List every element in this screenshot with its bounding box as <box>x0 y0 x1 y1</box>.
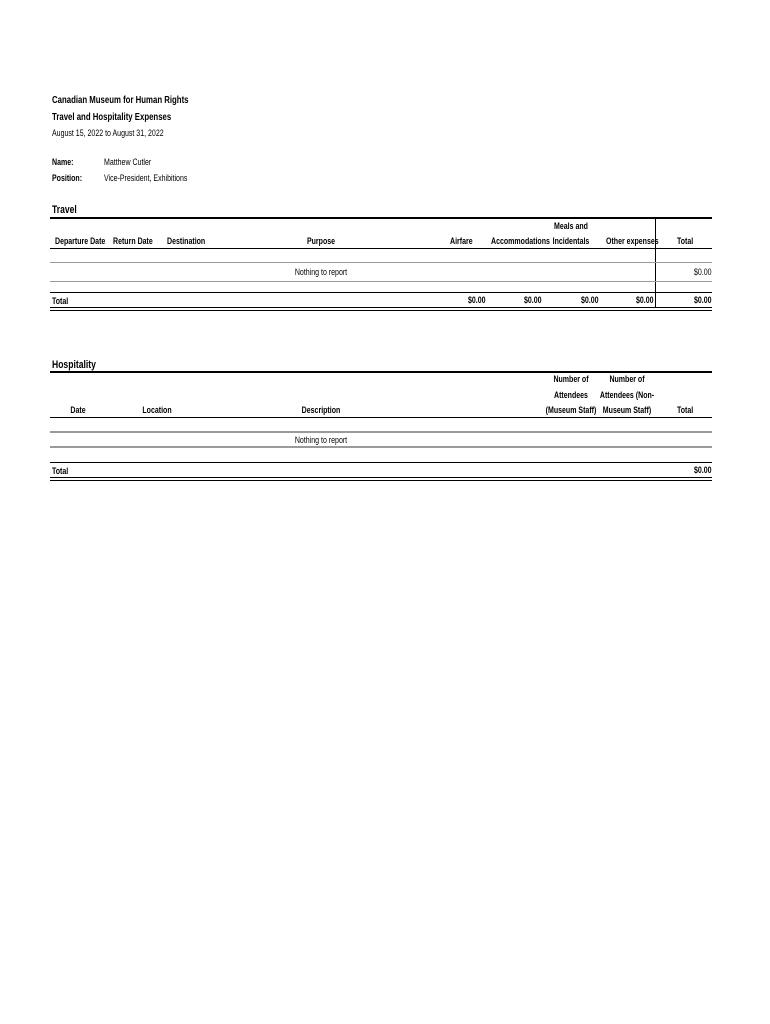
position-value: Vice-President, Exhibitions <box>104 173 188 183</box>
hosp-col-museum-line1: Number of <box>553 374 589 384</box>
travel-col-meals-line2: Incidentals <box>552 236 590 246</box>
travel-row-bottom-rule <box>50 281 712 282</box>
travel-col-total: Total <box>677 236 694 246</box>
organization-name: Canadian Museum for Human Rights <box>52 95 189 106</box>
name-label: Name: <box>52 157 74 167</box>
travel-totals-double-rule <box>50 307 712 311</box>
travel-totals-top-rule <box>50 292 712 293</box>
hospitality-totals-label: Total <box>52 466 69 476</box>
travel-row-purpose: Nothing to report <box>294 267 348 277</box>
travel-col-meals-line1: Meals and <box>554 221 588 231</box>
travel-col-departure-date: Departure Date <box>55 236 106 246</box>
travel-row-rule <box>50 262 712 263</box>
hosp-col-description: Description <box>301 405 341 415</box>
hosp-col-non-museum-line1: Number of <box>609 374 645 384</box>
hosp-col-total: Total <box>677 405 694 415</box>
position-label: Position: <box>52 173 83 183</box>
travel-header-bottom-rule <box>50 248 712 249</box>
travel-total-other: $0.00 <box>636 295 654 305</box>
travel-totals-label: Total <box>52 296 69 306</box>
hospitality-total-grand: $0.00 <box>694 465 712 475</box>
hospitality-header-bottom-rule <box>50 417 712 418</box>
travel-header-top-rule <box>50 217 712 219</box>
travel-section-title: Travel <box>52 204 77 216</box>
travel-col-purpose: Purpose <box>306 236 336 246</box>
travel-col-airfare: Airfare <box>450 236 473 246</box>
hospitality-row-rule <box>50 431 712 433</box>
hospitality-section-title: Hospitality <box>52 359 96 371</box>
travel-total-meals: $0.00 <box>581 295 599 305</box>
hospitality-totals-top-rule <box>50 462 712 463</box>
hosp-col-museum-line3: (Museum Staff) <box>545 405 597 415</box>
travel-col-accommodations: Accommodations <box>491 236 550 246</box>
hosp-col-non-museum-line2: Attendees (Non- <box>599 390 655 400</box>
hosp-col-date: Date <box>70 405 86 415</box>
hospitality-totals-double-rule <box>50 477 712 481</box>
travel-row-total: $0.00 <box>694 267 712 277</box>
travel-total-column-divider <box>655 218 656 308</box>
hosp-col-non-museum-line3: Museum Staff) <box>602 405 652 415</box>
travel-col-destination: Destination <box>167 236 206 246</box>
report-title: Travel and Hospitality Expenses <box>52 112 172 123</box>
travel-col-other-expenses: Other expenses <box>606 236 659 246</box>
hosp-col-location: Location <box>142 405 172 415</box>
report-period: August 15, 2022 to August 31, 2022 <box>52 128 164 138</box>
name-value: Matthew Cutler <box>104 157 152 167</box>
travel-total-accommodations: $0.00 <box>524 295 542 305</box>
travel-total-grand: $0.00 <box>694 295 712 305</box>
hospitality-row-description: Nothing to report <box>294 435 348 445</box>
hosp-col-museum-line2: Attendees <box>554 390 588 400</box>
travel-total-airfare: $0.00 <box>468 295 486 305</box>
hospitality-row-bottom-rule <box>50 446 712 448</box>
hospitality-header-top-rule <box>50 371 712 373</box>
travel-col-return-date: Return Date <box>113 236 153 246</box>
